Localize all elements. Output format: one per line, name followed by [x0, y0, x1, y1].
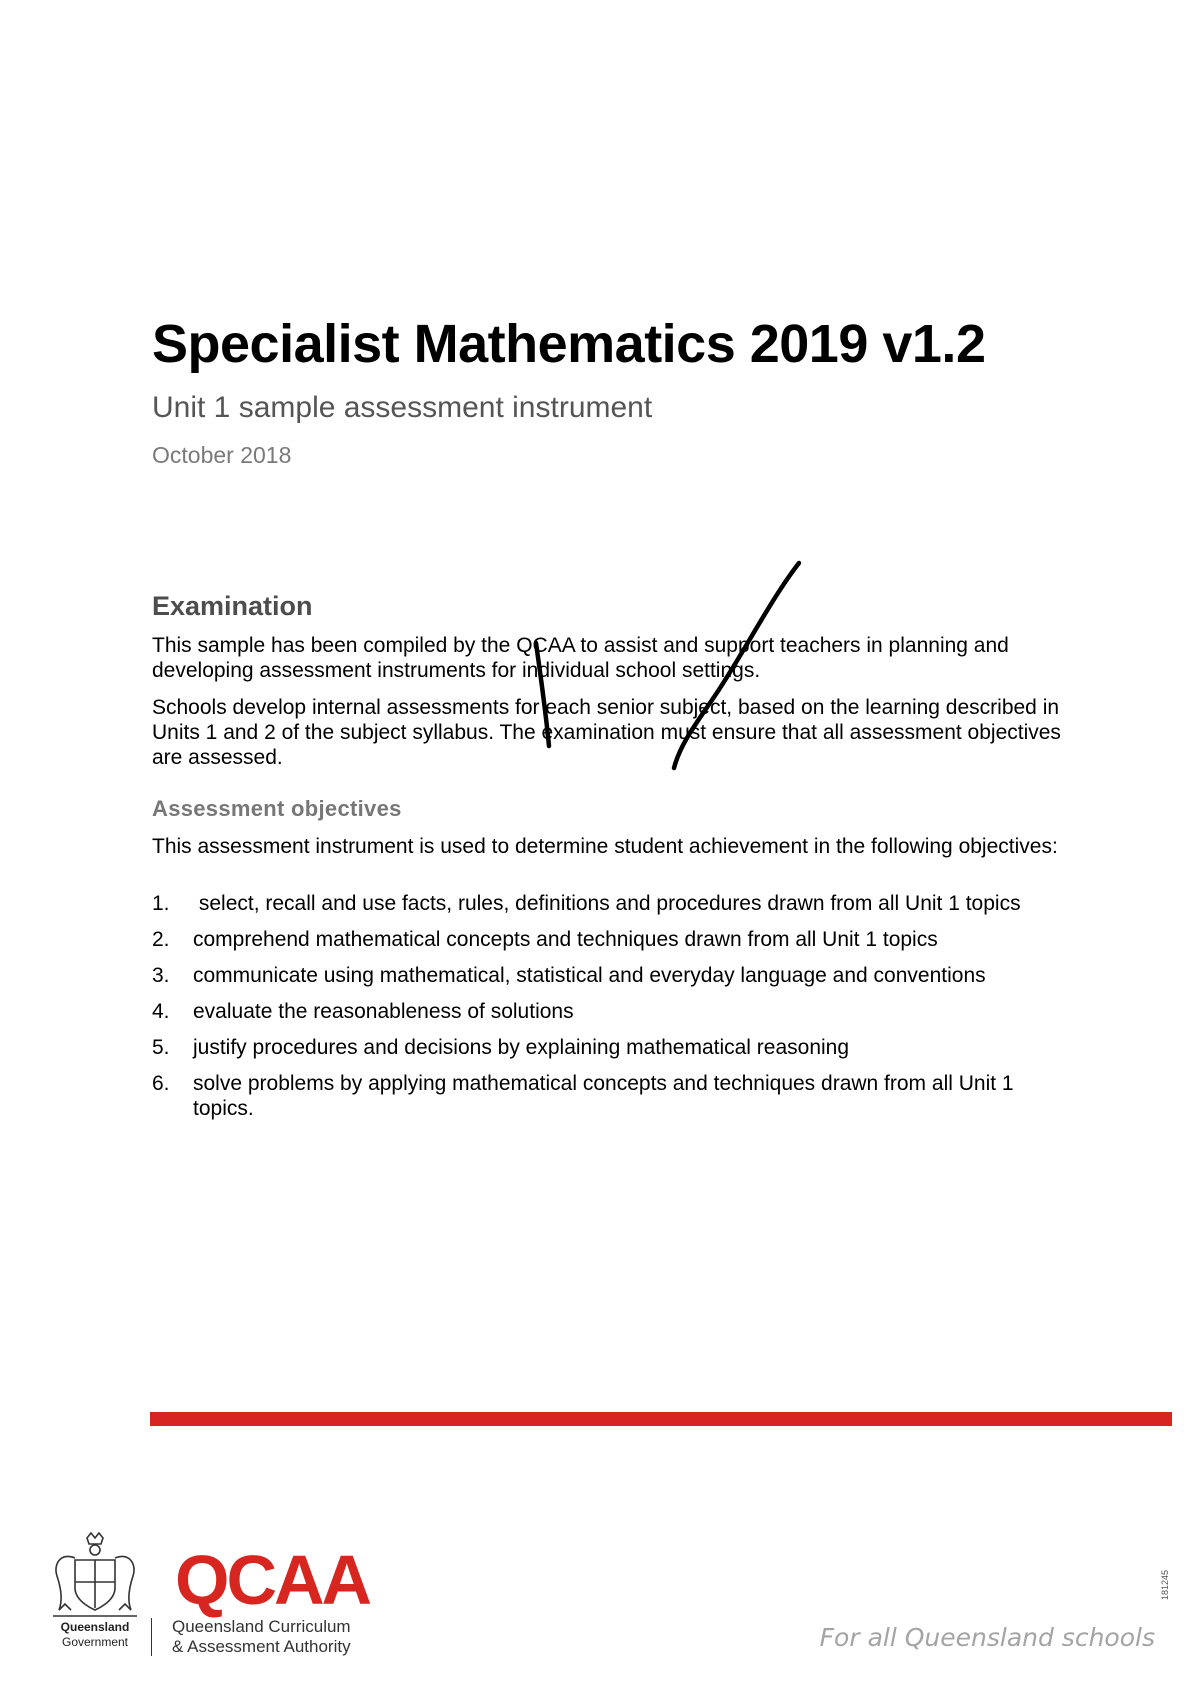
red-divider-bar [150, 1412, 1172, 1426]
list-item-number: 4. [152, 1000, 170, 1023]
list-item-text: comprehend mathematical concepts and techniques drawn from all Unit 1 topics [193, 928, 938, 951]
list-item-number: 5. [152, 1036, 170, 1059]
qcaa-logo: QCAA [175, 1541, 370, 1619]
examination-paragraph-1: This sample has been compiled by the QCAA to assist and support teachers in planning and developing assessment instruments for individual school settings. [152, 634, 1009, 682]
qcaa-name-line-2: & Assessment Authority [172, 1637, 351, 1656]
list-item-number: 6. [152, 1072, 170, 1095]
document-subtitle: Unit 1 sample assessment instrument [152, 391, 653, 424]
list-item-number: 2. [152, 928, 170, 951]
queensland-government-label [50, 1620, 140, 1650]
list-item [152, 963, 1072, 988]
list-item-text: justify procedures and decisions by explaining mathematical reasoning [193, 1036, 850, 1059]
document-date: October 2018 [152, 442, 292, 468]
list-item-text: solve problems by applying mathematical concepts and techniques drawn from all Unit 1 topics. [193, 1072, 1014, 1120]
qcaa-name-line-1: Queensland Curriculum [172, 1617, 351, 1636]
list-item [152, 1035, 1072, 1060]
qcaa-full-name [172, 1617, 351, 1657]
list-item [152, 999, 1072, 1024]
queensland-crest-icon [45, 1530, 145, 1625]
examination-paragraph-2: Schools develop internal assessments for each senior subject, based on the learning described in Units 1 and 2 of the subject syllabus. The examination must ensure that all assessment objectives are assessed. [152, 696, 1061, 769]
objectives-list [152, 891, 1072, 1132]
list-item-number: 3. [152, 964, 170, 987]
footer-tagline: For all Queensland schools [819, 1623, 1155, 1652]
list-item-text: communicate using mathematical, statistical and everyday language and conventions [193, 964, 986, 987]
government-line-1: Queensland [60, 1620, 130, 1634]
document-code: 181245 [1160, 1569, 1170, 1600]
objectives-heading: Assessment objectives [152, 796, 402, 821]
government-line-2: Government [61, 1635, 129, 1649]
list-item [152, 891, 1072, 916]
list-item-number: 1. [152, 892, 170, 915]
list-item-text: evaluate the reasonableness of solutions [193, 1000, 574, 1023]
list-item-text: select, recall and use facts, rules, definitions and procedures drawn from all Unit 1 topics [193, 892, 1021, 915]
footer-divider [151, 1618, 152, 1656]
list-item [152, 927, 1072, 952]
document-title: Specialist Mathematics 2019 v1.2 [152, 314, 986, 374]
list-item [152, 1071, 1072, 1121]
objectives-intro: This assessment instrument is used to determine student achievement in the following objectives: [152, 835, 1058, 858]
examination-heading: Examination [152, 591, 313, 621]
